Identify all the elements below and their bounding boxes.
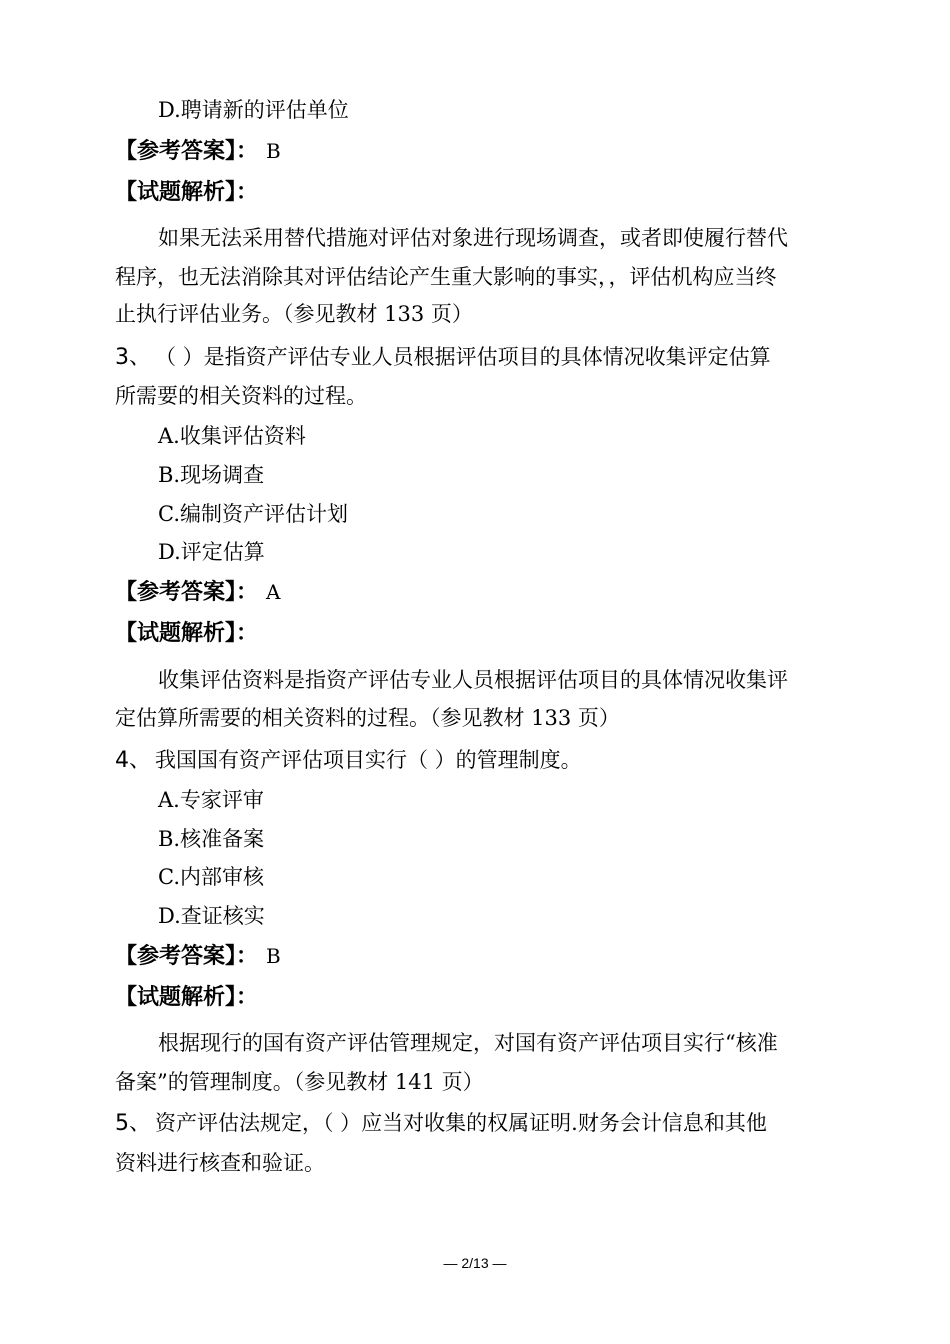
q4-stem-text: 我国国有资产评估项目实行（ ）的管理制度。 [155,748,582,772]
q3-analysis-line: 收集评估资料是指资产评估专业人员根据评估项目的具体情况收集评 [158,668,788,692]
question-number: 3、 [115,345,151,370]
q5-stem-cont: 资料进行核查和验证。 [115,1151,325,1175]
q3-answer-row [0,577,950,608]
q5-stem [0,1108,950,1139]
answer-value: B [266,944,281,968]
question-number: 5、 [115,1111,151,1136]
q3-stem [0,342,950,373]
q2-option-d: D.聘请新的评估单位 [158,98,349,122]
q2-analysis-label: 【试题解析】： [115,180,259,205]
q4-option-b: B.核准备案 [158,827,265,851]
q4-analysis-line: 根据现行的国有资产评估管理规定，对国有资产评估项目实行“核准 [158,1031,778,1055]
q3-option-c: C.编制资产评估计划 [158,502,348,526]
q3-analysis-line: 定估算所需要的相关资料的过程。（参见教材 133 页） [115,706,620,730]
q3-option-d: D.评定估算 [158,540,265,564]
q3-option-a: A.收集评估资料 [158,424,306,448]
q5-stem-text: 资产评估法规定，（ ）应当对收集的权属证明.财务会计信息和其他 [155,1111,767,1135]
q4-stem [0,745,950,776]
answer-label: 【参考答案】： [115,944,259,969]
q4-answer-row [0,941,950,972]
answer-label: 【参考答案】： [115,580,259,605]
q3-analysis-label: 【试题解析】： [115,621,259,646]
page-number: — 2/13 — [443,1255,507,1271]
question-number: 4、 [115,748,151,773]
answer-value: A [266,580,281,604]
q3-stem-cont: 所需要的相关资料的过程。 [115,384,367,408]
q4-analysis-label: 【试题解析】： [115,985,259,1010]
q2-analysis-line: 止执行评估业务。（参见教材 133 页） [115,302,473,326]
answer-label: 【参考答案】： [115,139,259,164]
q2-analysis-line: 程序，也无法消除其对评估结论产生重大影响的事实，，评估机构应当终 [115,265,777,289]
q4-analysis-line: 备案”的管理制度。（参见教材 141 页） [115,1070,484,1094]
q3-stem-text: （ ）是指资产评估专业人员根据评估项目的具体情况收集评定估算 [155,345,771,369]
q2-analysis-line: 如果无法采用替代措施对评估对象进行现场调查，或者即使履行替代 [158,226,788,250]
q2-answer-row [0,136,950,167]
q4-option-c: C.内部审核 [158,865,264,889]
q4-option-a: A.专家评审 [158,788,264,812]
answer-value: B [266,139,281,163]
q3-option-b: B.现场调查 [158,463,265,487]
q4-option-d: D.查证核实 [158,904,265,928]
